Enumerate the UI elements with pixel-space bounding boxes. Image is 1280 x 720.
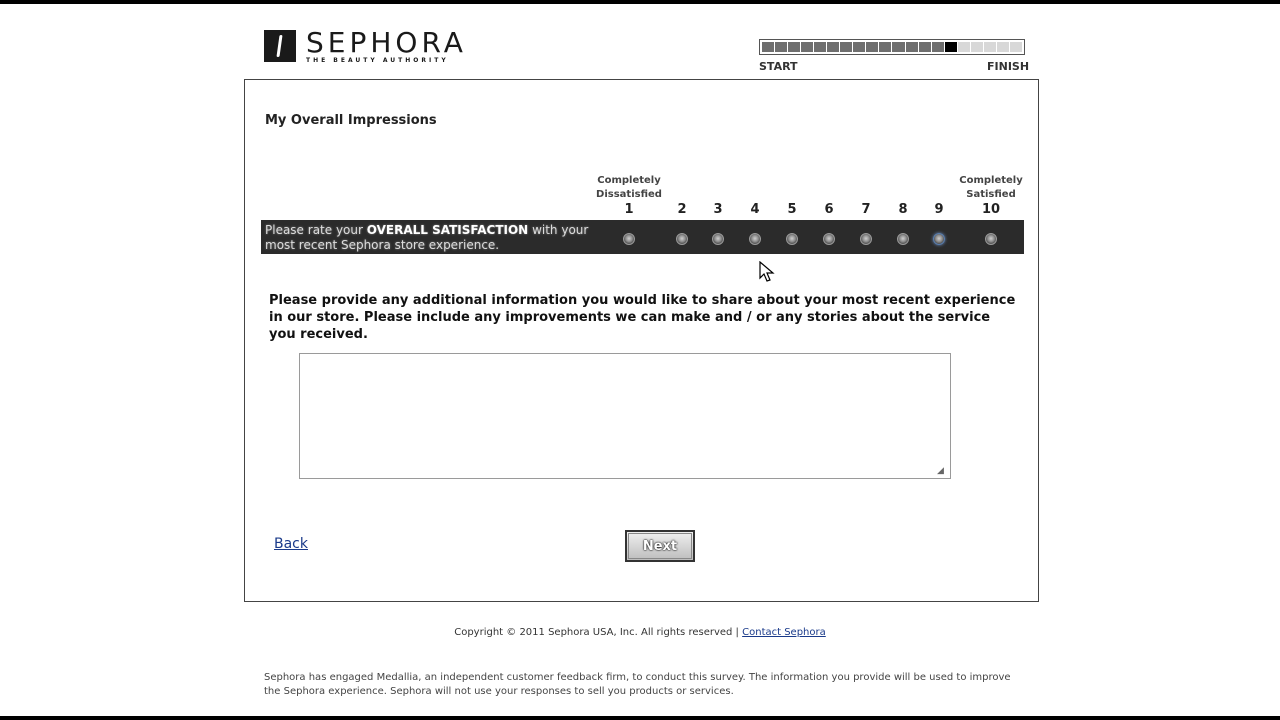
progress-segment — [866, 42, 878, 52]
question-prefix: Please rate your — [265, 223, 363, 237]
progress-segment — [1010, 42, 1022, 52]
comment-prompt: Please provide any additional information you would like to share about your most recent experience in our store. Please include any improvements we can make and / or any stories about the service you received. — [269, 293, 1016, 342]
progress-segment — [827, 42, 839, 52]
scale-number-2: 2 — [677, 202, 687, 217]
brand-name: SEPHORA — [306, 26, 467, 59]
survey-progress-bar — [759, 39, 1025, 55]
question-emphasis: OVERALL SATISFACTION — [366, 223, 529, 237]
scale-high-line2: Satisfied — [966, 189, 1016, 200]
rating-radio-4[interactable] — [749, 233, 761, 245]
rating-radio-8[interactable] — [897, 233, 909, 245]
rating-question — [265, 223, 595, 253]
progress-segment — [801, 42, 813, 52]
contact-sephora-link[interactable]: Contact Sephora — [742, 627, 826, 638]
scale-number-3: 3 — [713, 202, 723, 217]
progress-segment — [945, 42, 957, 52]
copyright — [0, 627, 1280, 638]
comment-textarea[interactable] — [299, 353, 951, 479]
mouse-cursor-icon — [759, 261, 775, 283]
progress-segment — [919, 42, 931, 52]
scale-low-label — [594, 174, 664, 202]
progress-segment — [932, 42, 944, 52]
scale-number-7: 7 — [861, 202, 871, 217]
survey-panel — [244, 79, 1039, 602]
rating-radio-6[interactable] — [823, 233, 835, 245]
progress-segment — [853, 42, 865, 52]
progress-segment — [762, 42, 774, 52]
progress-segment — [906, 42, 918, 52]
progress-segment — [879, 42, 891, 52]
disclaimer: Sephora has engaged Medallia, an independent customer feedback firm, to conduct this survey. The information you provide will be used to improve the Sephora experience. Sephora will not use your responses to sell you products or services. — [264, 672, 1011, 697]
next-button[interactable]: Next — [625, 530, 695, 562]
back-link[interactable]: Back — [274, 536, 308, 552]
scale-number-9: 9 — [934, 202, 944, 217]
rating-radio-1[interactable] — [623, 233, 635, 245]
progress-segment — [958, 42, 970, 52]
rating-radio-5[interactable] — [786, 233, 798, 245]
scale-number-8: 8 — [898, 202, 908, 217]
top-border — [0, 0, 1280, 4]
scale-number-10: 10 — [981, 202, 1001, 217]
progress-segment — [892, 42, 904, 52]
progress-segment — [788, 42, 800, 52]
rating-radio-10[interactable] — [985, 233, 997, 245]
overall-satisfaction-row — [261, 220, 1024, 254]
progress-segment — [997, 42, 1009, 52]
rating-radio-9[interactable] — [933, 233, 945, 245]
scale-high-line1: Completely — [959, 175, 1023, 186]
resize-grip-icon[interactable]: ◢ — [937, 466, 944, 476]
section-title: My Overall Impressions — [265, 113, 437, 128]
progress-segment — [840, 42, 852, 52]
bottom-border — [0, 716, 1280, 720]
sephora-logo — [264, 26, 467, 64]
progress-segment — [971, 42, 983, 52]
progress-segment — [984, 42, 996, 52]
question-suffix: with your most recent Sephora store experience. — [265, 223, 589, 252]
progress-segment — [775, 42, 787, 52]
scale-number-4: 4 — [750, 202, 760, 217]
rating-radio-7[interactable] — [860, 233, 872, 245]
scale-low-line2: Dissatisfied — [596, 189, 662, 200]
rating-radio-2[interactable] — [676, 233, 688, 245]
scale-number-1: 1 — [624, 202, 634, 217]
scale-number-5: 5 — [787, 202, 797, 217]
copyright-text: Copyright © 2011 Sephora USA, Inc. All rights reserved | — [454, 627, 739, 638]
scale-high-label — [956, 174, 1026, 202]
brand-tagline: THE BEAUTY AUTHORITY — [306, 57, 449, 64]
scale-low-line1: Completely — [597, 175, 661, 186]
rating-radio-3[interactable] — [712, 233, 724, 245]
progress-segment — [814, 42, 826, 52]
flame-logo-icon — [264, 30, 296, 62]
progress-start-label: START — [759, 60, 798, 73]
progress-finish-label: FINISH — [987, 60, 1030, 73]
scale-number-6: 6 — [824, 202, 834, 217]
